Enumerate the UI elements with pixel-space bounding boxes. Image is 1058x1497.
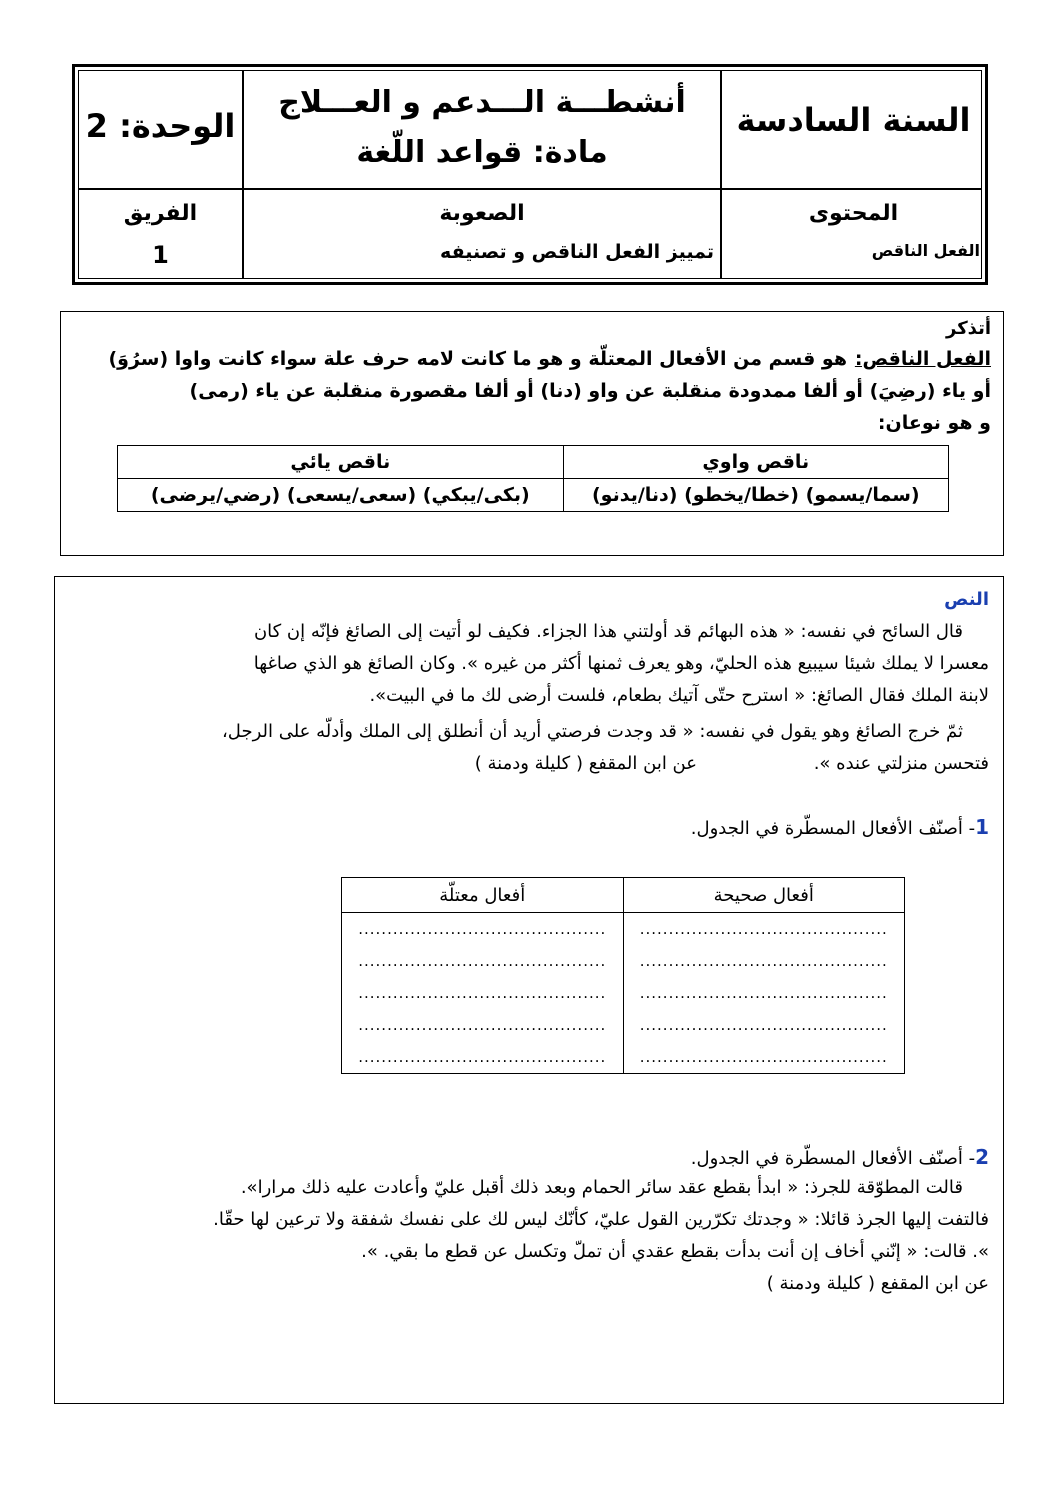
difficulty-value: تمييز الفعل الناقص و تصنيفه [440,241,714,263]
question-2 [691,1145,989,1169]
activity-title: أنشطـــة الـــدعم و العـــلاج [278,85,686,120]
types-table [117,445,949,512]
year-label: السنة السادسة [736,101,971,139]
paragraph-3-line-1: قالت المطوّقة للجرذ: « ابدأ بقطع عقد سائر الحمام وبعد ذلك أقبل عليّ وأعادت عليه ذلك مرارا». [240,1177,963,1198]
source-1: عن ابن المقفع ( كليلة ودمنة ) [474,753,697,774]
dots-cell[interactable]: ........................................... [342,945,624,977]
wawi-examples: (سما/يسمو) (خطا/يخطو) (دنا/يدنو) [563,479,948,512]
header-divider [79,188,981,190]
paragraph-2-line-2: فتحسن منزلتي عنده ». [813,753,989,774]
col-moatal-header: أفعال معتلّة [342,878,624,913]
difficulty-label: الصعوبة [439,201,525,226]
yai-examples: (بكى/يبكي) (سعى/يسعى) (رضي/يرضى) [118,479,564,512]
definition-line-1: هو قسم من الأفعال المعتلّة و هو ما كانت لامه حرف علة سواء كانت واوا (سرُوَ) [108,348,847,370]
dots-cell[interactable]: ........................................... [623,1041,905,1074]
dots-cell[interactable]: ........................................... [342,913,624,945]
paragraph-1-line-1: قال السائح في نفسه: « هذه البهائم قد أولتني هذا الجزاء. فكيف لو أتيت إلى الصائغ فإنّه إن كان [253,621,963,642]
unit-label: الوحدة: 2 [85,107,236,145]
dots-cell[interactable]: ........................................... [342,1009,624,1041]
paragraph-3-line-2: فالتفت إليها الجرذ قائلا: « وجدتك تكرّرين القول عليّ، كأنّك ليس لك على نفسك شفقة ولا ترعين لها حقّا. [213,1209,989,1230]
col-yai-header: ناقص يائي [118,446,564,479]
question-2-text: - أصنّف الأفعال المسطّرة في الجدول. [690,1148,976,1169]
col-sahih-header: أفعال صحيحة [623,878,905,913]
classification-table [341,877,905,1074]
dots-cell[interactable]: ........................................... [342,1041,624,1074]
source-2: عن ابن المقفع ( كليلة ودمنة ) [766,1273,989,1294]
text-heading: النص [944,589,989,610]
question-1 [691,815,989,839]
definition-line-2: أو ياء (رضِيَ) أو ألفا ممدودة منقلبة عن واو (دنا) أو ألفا مقصورة منقلبة عن ياء (رمى) [189,380,991,402]
dots-cell[interactable]: ........................................... [623,977,905,1009]
dots-cell[interactable]: ........................................... [623,945,905,977]
paragraph-1-line-3: لابنة الملك فقال الصائغ: « استرح حتّى آتيك بطعام، فلست أرضى لك ما في البيت». [369,685,989,706]
dots-cell[interactable]: ........................................... [623,1009,905,1041]
subject-title: مادة: قواعد اللّغة [356,135,608,170]
term-label: الفعل الناقص: [854,348,991,370]
recall-heading: أتذكر [946,318,991,339]
col-wawi-header: ناقص واوي [563,446,948,479]
group-label: الفريق [123,201,198,226]
paragraph-3-line-3: ». قالت: « إنّني أخاف إن أنت بدأت بقطع عقدي أن تملّ وتكسل عن قطع ما بقي. ». [361,1241,989,1262]
question-2-number: 2 [975,1145,989,1169]
recall-term [855,348,991,370]
content-value: الفعل الناقص [871,241,980,260]
types-intro: و هو نوعان: [877,412,991,434]
question-1-text: - أصنّف الأفعال المسطّرة في الجدول. [690,818,976,839]
question-1-number: 1 [975,815,989,839]
recall-box [60,311,1004,556]
group-value: 1 [152,241,169,269]
paragraph-1-line-2: معسرا لا يملك شيئا سيبيع هذه الحليّ، وهو يعرف ثمنها أكثر من غيره ». وكان الصائغ هو الذي صاغها [253,653,989,674]
dots-cell[interactable]: ........................................... [342,977,624,1009]
text-box [54,576,1004,1404]
content-label: المحتوى [808,201,899,226]
paragraph-2-line-1: ثمّ خرج الصائغ وهو يقول في نفسه: « قد وجدت فرصتي أريد أن أنطلق إلى الملك وأدلّه على الرجل، [222,721,963,742]
header-table [72,64,988,285]
dots-cell[interactable]: ........................................... [623,913,905,945]
